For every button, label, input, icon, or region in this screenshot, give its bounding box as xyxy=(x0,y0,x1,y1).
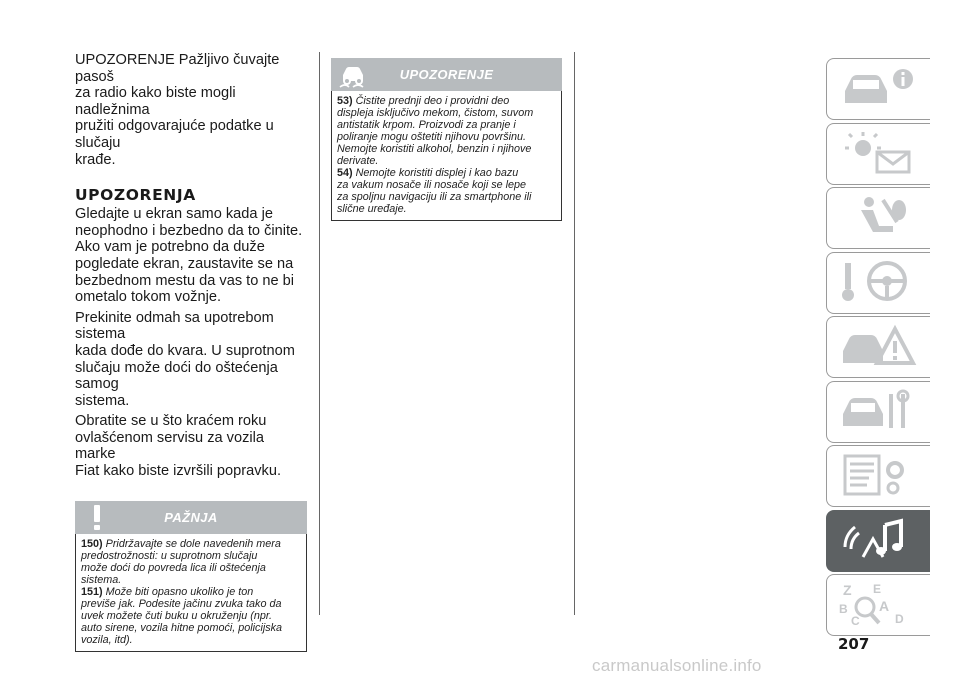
tab-starting-driving[interactable] xyxy=(826,252,930,314)
warning-box-body xyxy=(331,91,562,221)
page-number: 207 xyxy=(838,635,870,653)
car-skid-warning-icon xyxy=(337,61,367,89)
left-column xyxy=(75,52,307,652)
caution-item: 151) Može biti opasno ukoliko je ton previše jak. Podesite jačinu zvuka tako da uvek možete čuti buku u okruženju (npr. auto sirene, vozila hitne pomoći, policijska vozila, itd). xyxy=(81,585,283,646)
svg-text:Z: Z xyxy=(843,582,852,598)
warning-item: 53) Čistite prednji deo i providni deo displeja isključivo mekom, čistom, suvom antistatik krpom. Proizvodi za pranje i poliranje mogu oštetiti njihovu površinu. Nemojte koristiti alkohol, benzin i njihove derivate. xyxy=(337,95,534,167)
warning-box-header xyxy=(331,58,562,91)
caution-box-header xyxy=(75,501,307,534)
svg-text:C: C xyxy=(851,614,860,628)
tab-maintenance[interactable] xyxy=(826,381,930,443)
tab-safety[interactable] xyxy=(826,187,930,249)
tab-warning-lights[interactable] xyxy=(826,123,930,185)
tab-index[interactable] xyxy=(826,574,930,636)
car-info-icon xyxy=(839,65,919,113)
warning-item: 54) Nemojte koristiti displej i kao bazu za vakum nosače ili nosače koji se lepe za spoljnu navigaciju ili za smartphone ili slične uređaje. xyxy=(337,167,532,215)
key-steering-wheel-icon xyxy=(839,259,919,307)
intro-paragraph: UPOZORENJE Pažljivo čuvajte pasoš za radio kako biste mogli nadležnima pružiti odgovarajuće podatke u slučaju krađe. xyxy=(75,52,280,168)
svg-text:E: E xyxy=(873,582,882,596)
svg-text:D: D xyxy=(895,612,904,626)
car-service-tools-icon xyxy=(839,388,919,436)
paragraph-2: Prekinite odmah sa upotrebom sistema kada dođe do kvara. U suprotnom slučaju može doći do oštećenja samog sistema. xyxy=(75,309,295,409)
caution-box-body xyxy=(75,534,307,652)
section-title: UPOZORENJA xyxy=(75,186,196,205)
caution-item: 150) Pridržavajte se dole navedenih mera predostrožnosti: u suprotnom slučaju može doći do povreda lica ili oštećenja sistema. xyxy=(81,537,281,586)
seat-airbag-icon xyxy=(839,194,919,242)
exclamation-warning-icon xyxy=(85,504,109,532)
svg-text:A: A xyxy=(879,598,890,614)
car-accident-warning-icon xyxy=(839,323,919,371)
warning-box-title: UPOZORENJE xyxy=(399,67,494,82)
svg-text:B: B xyxy=(839,602,848,616)
tab-car-info[interactable] xyxy=(826,58,930,120)
paragraph-3: Obratite se u što kraćem roku ovlašćenom servisu za vozila marke Fiat kako biste izvršili popravku. xyxy=(75,413,282,480)
warning-lights-message-icon xyxy=(839,130,919,178)
warning-box xyxy=(331,58,562,221)
middle-column xyxy=(331,58,562,221)
caution-box-title: PAŽNJA xyxy=(164,509,218,525)
multimedia-music-icon xyxy=(839,517,919,565)
technical-data-gear-icon xyxy=(839,452,919,500)
column-divider xyxy=(319,52,320,615)
tab-emergency[interactable] xyxy=(826,316,930,378)
column-divider xyxy=(574,52,575,615)
tab-multimedia[interactable] xyxy=(826,510,930,572)
caution-box xyxy=(75,501,307,652)
alphabetical-index-icon xyxy=(839,581,919,629)
watermark: carmanualsonline.info xyxy=(592,656,762,675)
chapter-tabs xyxy=(826,58,930,639)
tab-technical-data[interactable] xyxy=(826,445,930,507)
paragraph-1: Gledajte u ekran samo kada je neophodno i bezbedno da to činite. Ako vam je potrebno da duže pogledate ekran, zaustavite se na bezbednom mestu da vas to ne bi ometalo tokom vožnje. xyxy=(75,206,303,306)
